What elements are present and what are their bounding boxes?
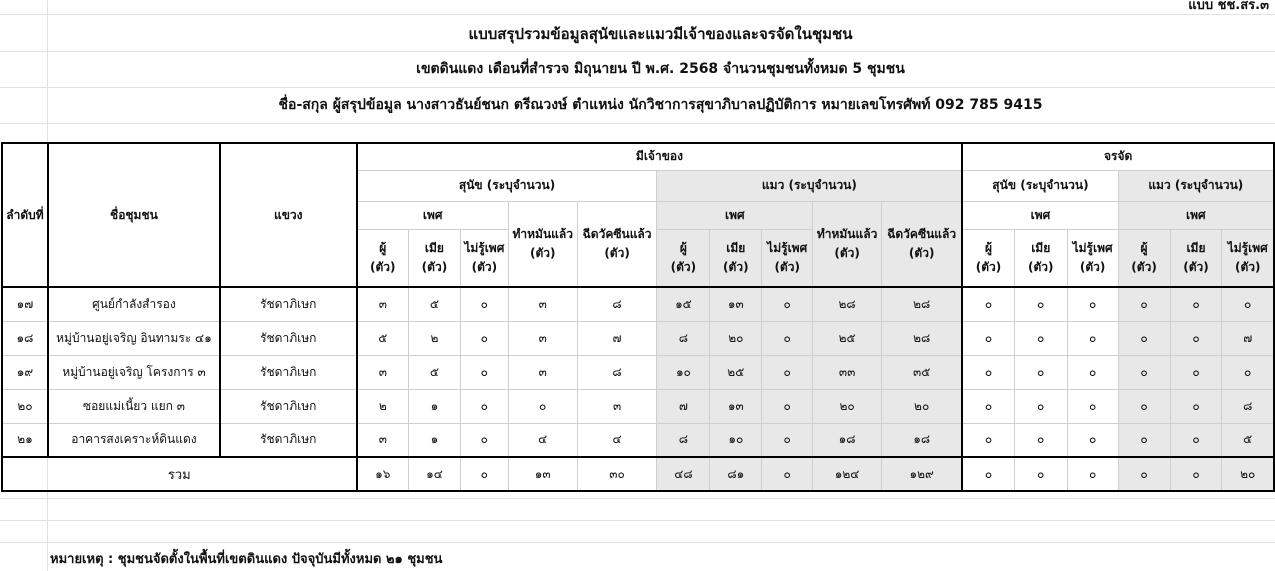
row-value: ๐ — [762, 355, 813, 389]
grid-line — [0, 51, 1275, 52]
header-sex: เพศ — [657, 201, 813, 229]
total-value: ๒๐ — [1222, 457, 1274, 491]
header-female: เมีย (ตัว) — [408, 229, 460, 287]
row-value: ๓ — [577, 389, 657, 423]
row-value: ๒๐ — [710, 321, 762, 355]
row-value: ๐ — [762, 321, 813, 355]
row-value: ๐ — [460, 389, 508, 423]
total-value: ๐ — [762, 457, 813, 491]
header-owned: มีเจ้าของ — [357, 143, 963, 170]
row-community-name: หมู่บ้านอยู่เจริญ อินทามระ ๔๑ — [48, 321, 220, 355]
header-female: เมีย (ตัว) — [1014, 229, 1067, 287]
row-value: ๓๕ — [882, 355, 963, 389]
header-unknown: ไม่รู้เพศ (ตัว) — [762, 229, 813, 287]
row-seq: ๒๐ — [2, 389, 48, 423]
row-value: ๐ — [1118, 321, 1170, 355]
total-row — [2, 457, 1274, 491]
table-row — [2, 321, 1274, 355]
summary-table — [1, 142, 1275, 492]
row-value: ๕ — [408, 355, 460, 389]
row-value: ๒๕ — [710, 355, 762, 389]
row-value: ๐ — [1118, 355, 1170, 389]
row-value: ๑๘ — [882, 423, 963, 457]
header-seq: ลำดับที่ — [2, 143, 48, 287]
row-value: ๑๓ — [710, 389, 762, 423]
reporter-info: ชื่อ-สกุล ผู้สรุปข้อมูล นางสาวธันย์ชนก ตรีณวงษ์ ตำแหน่ง นักวิชาการสุขาภิบาลปฏิบัติการ หมายเลขโทรศัพท์ 092 785 9415 — [278, 97, 1043, 113]
row-value: ๑๐ — [710, 423, 762, 457]
row-value: ๓ — [357, 423, 409, 457]
row-value: ๗ — [657, 389, 710, 423]
header-owned-dog: สุนัข (ระบุจำนวน) — [357, 170, 657, 201]
row-value: ๓ — [508, 355, 577, 389]
total-value: ๑๓ — [508, 457, 577, 491]
row-subdistrict: รัชดาภิเษก — [220, 287, 357, 321]
header-stray-dog: สุนัข (ระบุจำนวน) — [962, 170, 1118, 201]
total-value: ๑๒๔ — [813, 457, 882, 491]
grid-line — [0, 542, 1275, 543]
header-vaccinated: ฉีดวัคซีนแล้ว (ตัว) — [577, 201, 657, 287]
header-male: ผู้ (ตัว) — [962, 229, 1014, 287]
row-value: ๓ — [508, 321, 577, 355]
header-sex: เพศ — [962, 201, 1118, 229]
header-vaccinated: ฉีดวัคซีนแล้ว (ตัว) — [882, 201, 963, 287]
total-value: ๘๑ — [710, 457, 762, 491]
row-seq: ๑๙ — [2, 355, 48, 389]
row-value: ๑๐ — [657, 355, 710, 389]
row-value: ๔ — [508, 423, 577, 457]
row-value: ๕ — [357, 321, 409, 355]
total-value: ๔๘ — [657, 457, 710, 491]
grid-line — [0, 520, 1275, 521]
row-value: ๐ — [1067, 321, 1118, 355]
row-community-name: อาคารสงเคราะห์ดินแดง — [48, 423, 220, 457]
row-value: ๐ — [1118, 287, 1170, 321]
row-value: ๐ — [1067, 355, 1118, 389]
row-subdistrict: รัชดาภิเษก — [220, 321, 357, 355]
row-value: ๐ — [1170, 423, 1222, 457]
row-value: ๑๕ — [657, 287, 710, 321]
total-value: ๑๔ — [408, 457, 460, 491]
grid-line — [0, 14, 1275, 15]
row-value: ๒๕ — [813, 321, 882, 355]
total-value: ๓๐ — [577, 457, 657, 491]
row-value: ๓๓ — [813, 355, 882, 389]
header-unknown: ไม่รู้เพศ (ตัว) — [460, 229, 508, 287]
header-owned-cat: แมว (ระบุจำนวน) — [657, 170, 962, 201]
row-value: ๐ — [1014, 321, 1067, 355]
row-value: ๑๓ — [710, 287, 762, 321]
row-value: ๒ — [357, 389, 409, 423]
row-value: ๐ — [1014, 389, 1067, 423]
header-neutered: ทำหมันแล้ว (ตัว) — [508, 201, 577, 287]
row-value: ๐ — [508, 389, 577, 423]
header-subdistrict: แขวง — [220, 143, 357, 287]
row-value: ๐ — [1067, 389, 1118, 423]
row-value: ๘ — [657, 321, 710, 355]
row-value: ๓ — [357, 355, 409, 389]
row-value: ๘ — [577, 287, 657, 321]
row-value: ๕ — [408, 287, 460, 321]
grid-line — [0, 123, 1275, 124]
header-unknown: ไม่รู้เพศ (ตัว) — [1067, 229, 1118, 287]
row-value: ๐ — [1170, 355, 1222, 389]
row-value: ๐ — [1222, 355, 1274, 389]
row-value: ๔ — [577, 423, 657, 457]
total-value: ๐ — [1067, 457, 1118, 491]
row-value: ๐ — [962, 287, 1014, 321]
total-value: ๐ — [1014, 457, 1067, 491]
row-community-name: หมู่บ้านอยู่เจริญ โครงการ ๓ — [48, 355, 220, 389]
row-value: ๐ — [1170, 287, 1222, 321]
row-value: ๐ — [1170, 389, 1222, 423]
row-value: ๒๘ — [813, 287, 882, 321]
row-value: ๕ — [1222, 423, 1274, 457]
header-sex: เพศ — [1118, 201, 1274, 229]
row-value: ๗ — [1222, 321, 1274, 355]
row-value: ๐ — [1014, 355, 1067, 389]
row-value: ๐ — [460, 423, 508, 457]
total-value: ๐ — [1118, 457, 1170, 491]
row-subdistrict: รัชดาภิเษก — [220, 389, 357, 423]
row-value: ๑๘ — [813, 423, 882, 457]
row-value: ๐ — [762, 389, 813, 423]
row-value: ๒๘ — [882, 287, 963, 321]
row-value: ๒๐ — [882, 389, 963, 423]
row-value: ๐ — [962, 423, 1014, 457]
row-community-name: ซอยแม่เนี้ยว แยก ๓ — [48, 389, 220, 423]
table-row — [2, 355, 1274, 389]
row-community-name: ศูนย์กำลังสำรอง — [48, 287, 220, 321]
total-value: ๐ — [1170, 457, 1222, 491]
grid-line — [0, 498, 1275, 499]
total-label: รวม — [2, 457, 357, 491]
total-value: ๑๖ — [357, 457, 409, 491]
table-row — [2, 389, 1274, 423]
row-value: ๐ — [1014, 287, 1067, 321]
header-male: ผู้ (ตัว) — [1118, 229, 1170, 287]
row-value: ๓ — [508, 287, 577, 321]
row-value: ๘ — [1222, 389, 1274, 423]
total-value: ๐ — [460, 457, 508, 491]
row-value: ๐ — [1067, 287, 1118, 321]
row-seq: ๒๑ — [2, 423, 48, 457]
row-value: ๐ — [1170, 321, 1222, 355]
grid-line — [0, 87, 1275, 88]
row-value: ๒๘ — [882, 321, 963, 355]
header-community: ชื่อชุมชน — [48, 143, 220, 287]
header-stray-cat: แมว (ระบุจำนวน) — [1118, 170, 1274, 201]
row-value: ๐ — [762, 287, 813, 321]
footnote: หมายเหตุ : ชุมชนจัดตั้งในพื้นที่เขตดินแดง ปัจจุบันมีทั้งหมด ๒๑ ชุมชน — [50, 552, 443, 567]
row-value: ๐ — [460, 355, 508, 389]
header-female: เมีย (ตัว) — [1170, 229, 1222, 287]
row-value: ๐ — [962, 321, 1014, 355]
row-seq: ๑๗ — [2, 287, 48, 321]
row-value: ๐ — [1222, 287, 1274, 321]
row-value: ๒ — [408, 321, 460, 355]
row-value: ๐ — [762, 423, 813, 457]
header-male: ผู้ (ตัว) — [357, 229, 409, 287]
report-subtitle: เขตดินแดง เดือนที่สำรวจ มิถุนายน ปี พ.ศ. 2568 จำนวนชุมชนทั้งหมด 5 ชุมชน — [416, 61, 905, 77]
table-row — [2, 423, 1274, 457]
row-subdistrict: รัชดาภิเษก — [220, 355, 357, 389]
row-value: ๘ — [657, 423, 710, 457]
row-value: ๐ — [460, 321, 508, 355]
row-value: ๐ — [962, 355, 1014, 389]
row-value: ๐ — [1067, 423, 1118, 457]
row-value: ๑ — [408, 389, 460, 423]
form-code: แบบ ชช.สร.๓ — [1188, 0, 1269, 13]
row-value: ๘ — [577, 355, 657, 389]
row-value: ๐ — [460, 287, 508, 321]
header-unknown: ไม่รู้เพศ (ตัว) — [1222, 229, 1274, 287]
row-value: ๐ — [962, 389, 1014, 423]
report-title: แบบสรุปรวมข้อมูลสุนัขและแมวมีเจ้าของและจรจัดในชุมชน — [468, 25, 853, 43]
row-value: ๐ — [1118, 389, 1170, 423]
header-stray: จรจัด — [962, 143, 1274, 170]
row-subdistrict: รัชดาภิเษก — [220, 423, 357, 457]
row-value: ๑ — [408, 423, 460, 457]
row-value: ๗ — [577, 321, 657, 355]
row-value: ๓ — [357, 287, 409, 321]
header-male: ผู้ (ตัว) — [657, 229, 710, 287]
row-seq: ๑๘ — [2, 321, 48, 355]
row-value: ๒๐ — [813, 389, 882, 423]
total-value: ๑๒๙ — [882, 457, 963, 491]
header-neutered: ทำหมันแล้ว (ตัว) — [813, 201, 882, 287]
table-row — [2, 287, 1274, 321]
row-value: ๐ — [1118, 423, 1170, 457]
header-female: เมีย (ตัว) — [710, 229, 762, 287]
total-value: ๐ — [962, 457, 1014, 491]
header-sex: เพศ — [357, 201, 509, 229]
row-value: ๐ — [1014, 423, 1067, 457]
